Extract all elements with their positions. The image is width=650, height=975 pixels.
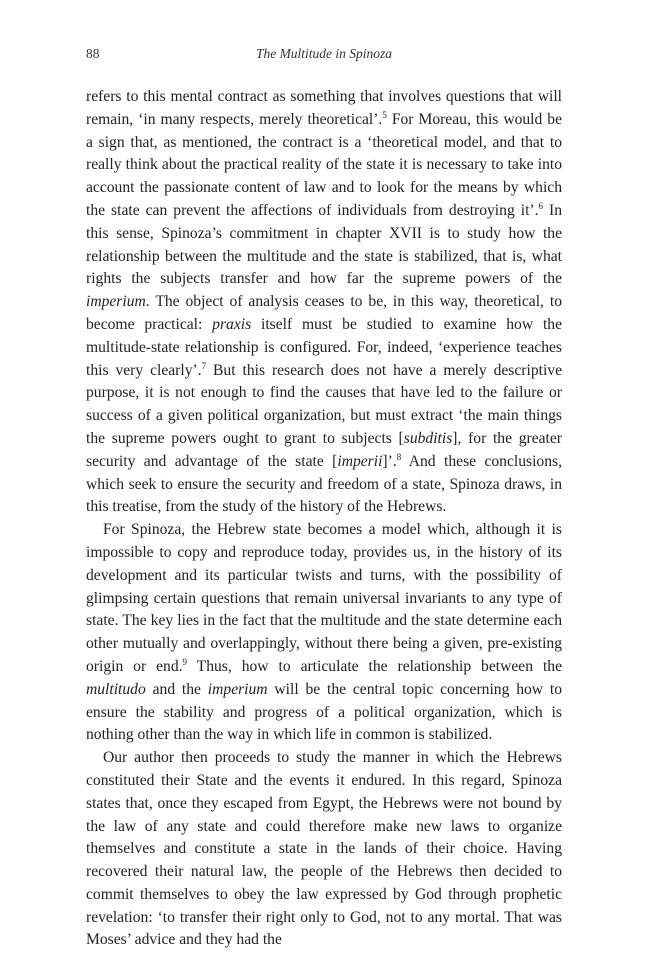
text-run: itself must be studied to examine how the multitude-state relationship is configured. For, indeed, ‘experience teaches this very clearly’. — [86, 315, 562, 379]
italic-term: imperium — [86, 293, 146, 311]
text-run: In this sense, Spinoza’s commitment in chapter XVII is to study how the relationship between the multitude and the state is stabilized, that is, what rights the subjects transfer and how far the supreme powers of the — [86, 201, 562, 288]
text-run: refers to this mental contract as something that involves questions that will remain, ‘in many respects, merely theoretical’. — [86, 88, 562, 128]
footnote-marker: 8 — [396, 451, 402, 462]
text-run: But this research does not have a merely descriptive purpose, it is not enough to find the causes that have led to the failure or success of a given political organization, but must extract ‘the main things the supreme powers ought to grant to subjects [ — [86, 361, 562, 447]
text-run: will be the central topic concerning how to ensure the stability and progress of a political organization, which is nothing other than the way in which life in common is stabilized. — [86, 680, 562, 744]
running-title: The Multitude in Spinoza — [255, 46, 393, 61]
paragraph — [86, 519, 562, 747]
text-run: ]’. — [382, 452, 397, 470]
text-run: ], for the greater security and advantage of the state [ — [86, 429, 562, 470]
text-run: And these conclusions, which seek to ensure the security and freedom of a state, Spinoza draws, in this treatise, from the study of the history of the Hebrews. — [86, 452, 562, 516]
text-run: . The object of analysis ceases to be, in this way, theoretical, to become practical: — [86, 293, 562, 333]
footnote-marker: 9 — [182, 656, 188, 667]
italic-term: imperii — [337, 452, 383, 470]
italic-term: imperium — [207, 680, 268, 698]
text-run: For Spinoza, the Hebrew state becomes a model which, although it is impossible to copy and reproduce today, provides us, in the history of its development and its particular twists and turns, with the possibility of glimpsing certain questions that remain universal invariants to any type of state. The key lies in the fact that the multitude and the state determine each other mutually and overlappingly, without there being a given, pre-existing origin or end. — [86, 521, 562, 675]
page-number: 88 — [86, 46, 100, 61]
page-header — [86, 46, 562, 66]
paragraph — [86, 747, 562, 952]
paragraph — [86, 86, 562, 519]
text-run: Our author then proceeds to study the manner in which the Hebrews constituted their State and the events it endured. In this regard, Spinoza states that, once they escaped from Egypt, the Hebrews were not bound by the law of any state and could therefore make new laws to organize themselves and constitute a state in the lands of their choice. Having recovered their natural law, the people of the Hebrews then decided to commit themselves to obey the law expressed by God through prophetic revelation: ‘to transfer their right only to God, not to any mortal. That was Moses’ advice and they had the — [86, 749, 562, 949]
footnote-marker: 7 — [201, 360, 207, 371]
text-run: For Moreau, this would be a sign that, as mentioned, the contract is a ‘theoretical model, and that to really think about the practical reality of the state it is necessary to take into account the passionate content of law and to look for the means by which the state can prevent the affections of individuals from destroying it’. — [86, 110, 562, 219]
italic-term: subditis — [403, 429, 453, 447]
footnote-marker: 6 — [538, 200, 543, 211]
text-run: and the — [145, 680, 208, 698]
footnote-marker: 5 — [382, 109, 387, 120]
text-run: Thus, how to articulate the relationship between the — [187, 657, 562, 675]
italic-term: multitudo — [86, 680, 146, 698]
body-text — [86, 86, 562, 952]
italic-term: praxis — [212, 315, 252, 333]
